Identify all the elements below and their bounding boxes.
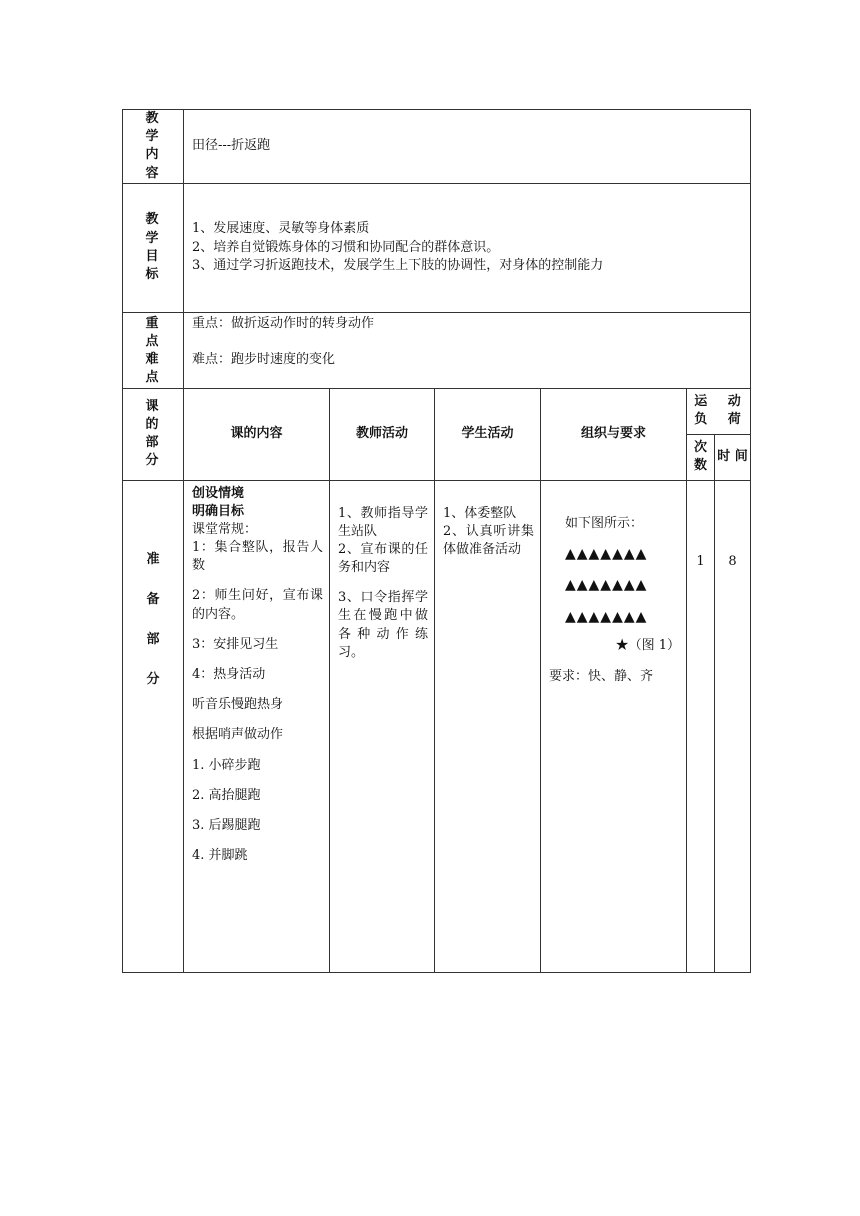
time-header: 时 间 xyxy=(715,434,751,480)
formation-caption xyxy=(549,637,680,655)
warmup-2: 根据哨声做动作 xyxy=(192,727,284,743)
prep-teacher-cell xyxy=(330,480,435,972)
key-points-label: 重 点 难 点 xyxy=(123,312,184,388)
section-char: 准 xyxy=(146,551,160,567)
lesson-content-header: 课的内容 xyxy=(184,388,330,480)
prep-time-cell: 8 xyxy=(715,480,751,972)
teaching-goals-label: 教 学 目 标 xyxy=(123,183,184,312)
student-activity-header: 学生活动 xyxy=(435,388,541,480)
routine-item-3: 3：安排见习生 xyxy=(192,636,279,652)
drill-item: 1. 小碎步跑 xyxy=(192,757,261,773)
formation-row: ▲▲▲▲▲▲▲ xyxy=(565,545,648,562)
routine-item-2: 2：师生问好，宣布课的内容。 xyxy=(192,588,323,622)
content-title-2: 明确目标 xyxy=(192,503,245,519)
organization-header: 组织与要求 xyxy=(541,388,687,480)
goal-item: 2、培养自觉锻炼身体的习惯和协同配合的群体意识。 xyxy=(192,239,500,255)
teaching-content-label: 教 学 内 容 xyxy=(123,110,184,184)
load-header: 运 动 负 荷 xyxy=(687,388,751,434)
figure-label: （图 1） xyxy=(628,638,680,654)
key-points-row xyxy=(123,312,751,388)
formation-row: ▲▲▲▲▲▲▲ xyxy=(565,608,648,625)
prep-organization-cell xyxy=(541,480,687,972)
prep-section-row xyxy=(123,480,751,972)
teacher-star-icon: ★ xyxy=(615,638,629,654)
teacher-item-3: 3、口令指挥学生在慢跑中做各种动作练习。 xyxy=(338,590,428,660)
goal-item: 3、通过学习折返跑技术，发展学生上下肢的协调性，对身体的控制能力 xyxy=(192,257,604,273)
prep-count-cell: 1 xyxy=(687,480,715,972)
student-item-1: 1、体委整队 xyxy=(443,505,517,521)
drill-item: 4. 并脚跳 xyxy=(192,848,248,864)
drill-item: 3. 后踢腿跑 xyxy=(192,817,261,833)
count-header: 次 数 xyxy=(687,434,715,480)
teacher-item-2: 2、宣布课的任务和内容 xyxy=(338,541,428,576)
section-char: 分 xyxy=(146,672,160,688)
difficulty-point: 难点：跑步时速度的变化 xyxy=(192,351,336,367)
teacher-activity-header: 教师活动 xyxy=(330,388,435,480)
section-header: 课 的 部 分 xyxy=(123,388,184,480)
drill-item: 2. 高抬腿跑 xyxy=(192,787,261,803)
organization-requirement: 要求：快、静、齐 xyxy=(549,668,654,684)
lesson-plan-table xyxy=(122,109,751,973)
header-row-1 xyxy=(123,388,751,434)
teaching-content-row xyxy=(123,110,751,184)
formation-row: ▲▲▲▲▲▲▲ xyxy=(565,577,648,594)
goal-item: 1、发展速度、灵敏等身体素质 xyxy=(192,221,370,237)
teacher-item-1: 1、教师指导学生站队 xyxy=(338,505,428,539)
warmup-1: 听音乐慢跑热身 xyxy=(192,697,284,713)
student-item-2: 2、认真听讲集体做准备活动 xyxy=(443,523,534,557)
content-title-1: 创设情境 xyxy=(192,485,245,501)
prep-student-cell xyxy=(435,480,541,972)
teaching-goals-row xyxy=(123,183,751,312)
key-point: 重点：做折返动作时的转身动作 xyxy=(192,315,375,331)
teaching-content-value: 田径---折返跑 xyxy=(184,110,751,184)
routine-item-1: 1：集合整队，报告人数 xyxy=(192,540,323,574)
prep-section-label xyxy=(123,480,184,972)
section-char: 备 xyxy=(146,591,160,607)
organization-intro: 如下图所示： xyxy=(565,515,644,531)
key-points-value xyxy=(184,312,751,388)
prep-content-cell xyxy=(184,480,330,972)
routine-label: 课堂常规： xyxy=(192,521,258,537)
routine-item-4: 4：热身活动 xyxy=(192,667,266,682)
teaching-goals-value xyxy=(184,183,751,312)
section-char: 部 xyxy=(146,631,160,647)
